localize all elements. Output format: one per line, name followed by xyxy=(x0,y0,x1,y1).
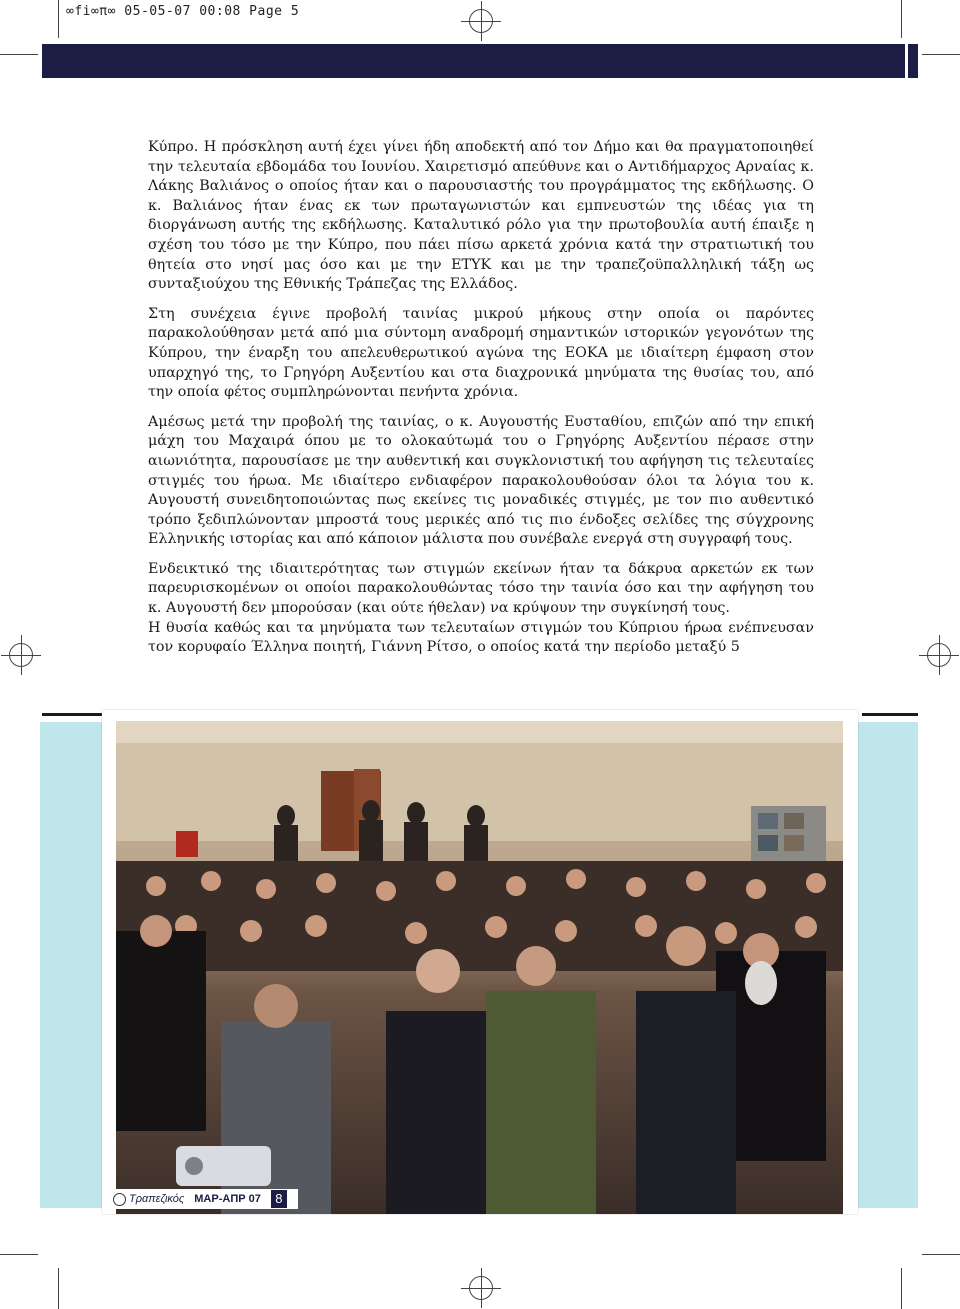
footer-tag xyxy=(110,1189,298,1209)
registration-mark-left xyxy=(9,643,33,667)
header-bar-tip xyxy=(908,44,918,78)
crop-mark-top-right-v xyxy=(901,0,902,38)
paragraph: Αμέσως μετά την προβολή της ταινίας, ο κ. Αυγουστής Ευσταθίου, επιζών από την επική μάχη του Μαχαιρά όπου με το ολοκαύτωμά του ο Γρηγόρης Αυξεντίου πέρασε στην αιωνιότητα, παρουσίασε με την αυθεντική και συγκλονιστική του αφήγηση τις τελευταίες στιγμές του ήρωα. Με ιδιαίτερο ενδιαφέρον παρακολουθούσαν όλοι τα λόγια του κ. Αυγουστή συνειδητοποιώντας πως εκείνες τις μοναδικές στιγμές, με τον πιο αυθεντικό τρόπο ξεδιπλώνονταν μπροστά τους μερικές από τις πιο ένδοξες σελίδες της σύγχρονης Ελληνικής ιστορίας και από κάποιον μάλιστα που συνέβαλε ενεργά στη συγγραφή τους. xyxy=(148,413,814,548)
audience-photo-illustration xyxy=(116,721,843,1214)
page-number: 8 xyxy=(271,1190,287,1208)
paragraph: Ενδεικτικό της ιδιαιτερότητας των στιγμών εκείνων ήταν τα δάκρυα αρκετών εκ των παρευρισκομένων οι οποίοι παρακολουθώντας τόσο την ταινία όσο και την αφήγηση του κ. Αυγουστή δεν μπορούσαν (και ούτε ήθελαν) να κρύψουν την συγκίνησή τους. xyxy=(148,560,814,617)
divider-rule-right xyxy=(862,713,918,716)
paragraph: Στη συνέχεια έγινε προβολή ταινίας μικρού μήκους στην οποία οι παρόντες παρακολούθησαν μετά από μια σύντομη αναδρομή σημαντικών ιστορικών γεγονότων της Κύπρου, την έναρξη του απελευθερωτικού αγώνα της ΕΟΚΑ με ιδιαίτερη έμφαση στον υπαρχηγό της, το Γρηγόρη Αυξεντίου και στα διαχρονικά μηνύματα της θυσίας του, από την οποία φέτος συμπληρώνονται πενήντα χρόνια. xyxy=(148,305,814,401)
crop-mark-bottom-left-h xyxy=(0,1254,38,1255)
print-slug: ∞fi∞π∞ 05-05-07 00:08 Page 5 xyxy=(66,4,300,19)
registration-mark-top xyxy=(469,9,493,33)
crop-mark-top-right-h xyxy=(922,54,960,55)
divider-rule-left xyxy=(42,713,102,716)
crop-mark-top-left-h xyxy=(0,54,38,55)
paragraph: Η θυσία καθώς και τα μηνύματα των τελευταίων στιγμών του Κύπριου ήρωα ενέπνευσαν τον κορυφαίο Έλληνα ποιητή, Γιάννη Ρίτσο, ο οποίος κατά την περίοδο μεταξύ 5 xyxy=(148,619,814,656)
event-audience-photo xyxy=(116,721,843,1214)
article-body xyxy=(148,138,814,668)
paragraph: Κύπρο. Η πρόσκληση αυτή έχει γίνει ήδη αποδεκτή από τον Δήμο και θα πραγματοποιηθεί την τελευταία εβδομάδα του Ιουνίου. Χαιρετισμό απεύθυνε και ο Αντιδήμαρχος Αρναίας κ. Λάκης Βαλιάνος ο οποίος ήταν και ο παρουσιαστής του προγράμματος της εκδήλωσης. Ο κ. Βαλιάνος ήταν ένας εκ των πρωταγωνιστών και εμπνευστών της ιδέας για τη διοργάνωση αυτής της εκδήλωσης. Καταλυτικό ρόλο για την πρωτοβουλία αυτή έπαιξε η σχέση του τόσο με την Κύπρο, που πάει πίσω αρκετά χρόνια κατά την στρατιωτική του θητεία στο νησί μας όσο και με την ΕΤΥΚ και με την τραπεζοϋπαλληλική τάξη ως συνταξιούχου της Εθνικής Τράπεζας της Ελλάδος. xyxy=(148,139,814,293)
header-bar xyxy=(42,44,905,78)
issue-date: ΜΑΡ-ΑΠΡ 07 xyxy=(194,1193,261,1205)
crop-mark-bottom-left-v xyxy=(58,1268,59,1309)
registration-mark-bottom xyxy=(469,1276,493,1300)
registration-mark-right xyxy=(927,643,951,667)
crop-mark-top-left-v xyxy=(58,0,59,38)
magazine-name: Τραπεζικός xyxy=(129,1193,185,1205)
crop-mark-bottom-right-h xyxy=(922,1254,960,1255)
crop-mark-bottom-right-v xyxy=(901,1268,902,1309)
circle-icon xyxy=(113,1193,126,1206)
